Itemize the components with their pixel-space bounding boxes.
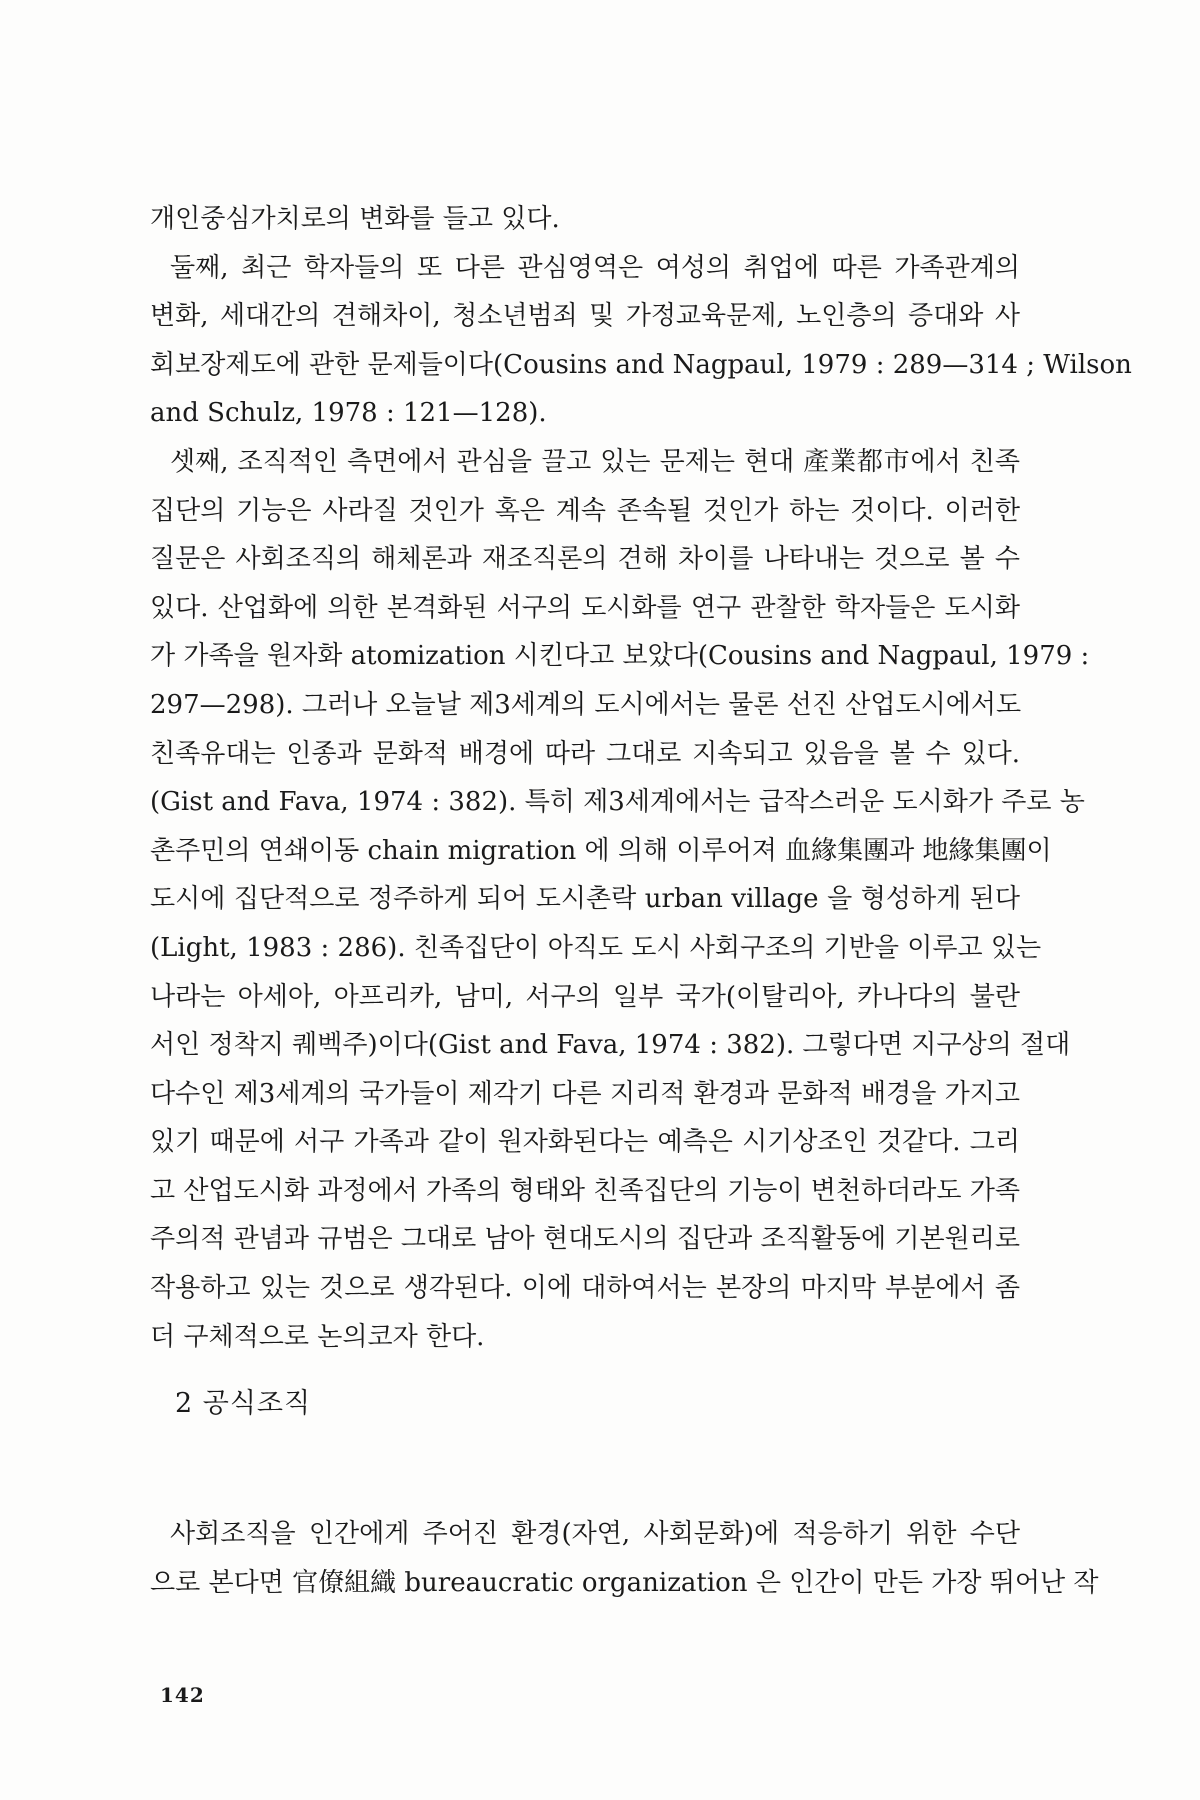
text-line: 작용하고 있는 것으로 생각된다. 이에 대하여서는 본장의 마지막 부분에서 좀 [150,1273,1020,1304]
text-line: 도시에 집단적으로 정주하게 되어 도시촌락 urban village 을 형성하게 된다 [150,884,1020,915]
text-line: and Schulz, 1978 : 121—128). [150,398,547,429]
text-line: 있기 때문에 서구 가족과 같이 원자화된다는 예측은 시기상조인 것같다. 그리 [150,1127,1020,1158]
text-line: 다수인 제3세계의 국가들이 제각기 다른 지리적 환경과 문화적 배경을 가지고 [150,1078,1020,1109]
text-line: 으로 본다면 官僚組織 bureaucratic organization 은 인간이 만든 가장 뛰어난 작 [150,1567,1099,1598]
text-line: 가 가족을 원자화 atomization 시킨다고 보았다(Cousins and Nagpaul, 1979 : [150,641,1090,672]
text-line: (Gist and Fava, 1974 : 382). 특히 제3세계에서는 급작스러운 도시화가 주로 농 [150,787,1085,818]
text-line: 고 산업도시화 과정에서 가족의 형태와 친족집단의 기능이 변천하더라도 가족 [150,1175,1020,1206]
text-line: 주의적 관념과 규범은 그대로 남아 현대도시의 집단과 조직활동에 기본원리로 [150,1224,1020,1255]
page-number: 142 [160,1683,205,1707]
text-line: 있다. 산업화에 의한 본격화된 서구의 도시화를 연구 관찰한 학자들은 도시화 [150,592,1020,623]
text-line: 친족유대는 인종과 문화적 배경에 따라 그대로 지속되고 있음을 볼 수 있다. [150,738,1020,769]
text-line: 더 구체적으로 논의코자 한다. [150,1321,485,1352]
section-heading: 2 공식조직 [175,1388,312,1419]
text-line: 촌주민의 연쇄이동 chain migration 에 의해 이루어져 血緣集團과 地緣集團이 [150,835,1052,866]
text-line: 둘째, 최근 학자들의 또 다른 관심영역은 여성의 취업에 따른 가족관계의 [170,252,1020,283]
text-line: (Light, 1983 : 286). 친족집단이 아직도 도시 사회구조의 기반을 이루고 있는 [150,932,1042,963]
body-text [150,195,1132,1361]
text-line: 서인 정착지 퀘벡주)이다(Gist and Fava, 1974 : 382). 그렇다면 지구상의 절대 [150,1030,1071,1061]
text-line: 개인중심가치로의 변화를 들고 있다. [150,204,560,234]
text-line: 질문은 사회조직의 해체론과 재조직론의 견해 차이를 나타내는 것으로 볼 수 [150,544,1020,575]
text-line: 사회조직을 인간에게 주어진 환경(자연, 사회문화)에 적응하기 위한 수단 [170,1519,1020,1549]
text-line: 나라는 아세아, 아프리카, 남미, 서구의 일부 국가(이탈리아, 카나다의 불란 [150,981,1020,1012]
text-line: 변화, 세대간의 견해차이, 청소년범죄 및 가정교육문제, 노인층의 증대와 사 [150,301,1020,332]
text-line: 297—298). 그러나 오늘날 제3세계의 도시에서는 물론 선진 산업도시에서도 [150,689,1022,720]
section-body-text [150,1510,1099,1607]
text-line: 회보장제도에 관한 문제들이다(Cousins and Nagpaul, 1979 : 289—314 ; Wilson [150,349,1132,380]
text-line: 집단의 기능은 사라질 것인가 혹은 계속 존속될 것인가 하는 것이다. 이러한 [150,495,1020,526]
text-line: 셋째, 조직적인 측면에서 관심을 끌고 있는 문제는 현대 產業都市에서 친족 [170,446,1020,477]
